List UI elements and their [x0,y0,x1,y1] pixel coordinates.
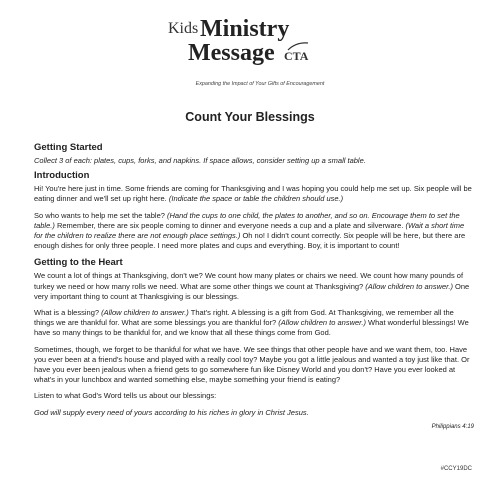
logo-tagline: Expanding the Impact of Your Gifts of Encouragement [195,81,325,87]
heart-paragraph-2: What is a blessing? (Allow children to answer.) That's right. A blessing is a gift from God. At Thanksgiving, we remember all the things we are thankful for. What are some blessings you are thankful for? (Allow children to answer.) What wonderful blessings! We have so many things to be thankful for, and we know that all these things come from God. [34,308,469,338]
heart-heading: Getting to the Heart [34,257,123,269]
verse-reference: Philippians 4:19 [431,423,474,430]
heart-paragraph-4: Listen to what God's Word tells us about our blessings: [34,391,217,401]
introduction-paragraph-1: Hi! You're here just in time. Some friends are coming for Thanksgiving and I was hoping you could help me set up. Six people will be eating dinner and we'll set up right here. (Indicate the space or table the children should use.) [34,184,472,204]
getting-started-heading: Getting Started [34,142,103,153]
bible-verse: God will supply every need of yours according to his riches in glory in Christ Jesus. [34,407,309,417]
logo-message-text: Message [188,40,275,66]
introduction-paragraph-2: So who wants to help me set the table? (Hand the cups to one child, the plates to another, and so on. Encourage them to set the table.) Remember, there are six people coming to dinner and everyone needs a cup and a plate and silverware. (Wait a short time for the children to realize there are not enough place settings.) Oh no! I didn't count correctly. Six people will be here, but there are enough dishes for only three people. I need more plates and cups and everything. Boy, it is important to count! [34,210,466,251]
lesson-content [34,142,474,432]
getting-started-text: Collect 3 of each: plates, cups, forks, and napkins. If space allows, consider setting up a small table. [34,156,366,165]
introduction-heading: Introduction [34,170,90,182]
logo-ministry-text: Ministry [200,16,290,42]
heart-paragraph-1: We count a lot of things at Thanksgiving, don't we? We count how many plates or chairs we need. We count how many pounds of turkey we need or how many rolls we need. What are some other things we count at Thanksgiving? (Allow children to answer.) One very important thing to count at Thanksgiving is our blessings. [34,271,470,301]
logo-cta-text: CTA [284,49,309,63]
heart-paragraph-3: Sometimes, though, we forget to be thankful for what we have. We see things that other people have and we want them, too. Have you ever been at a friend's house and played with a really cool toy? Maybe you got a little jealous and wanted a toy just like that. Or have you ever been jealous when a friend gets to go somewhere fun like Disney World and you don't? Have you ever looked at what's in your lunchbox and wanted something else, maybe something your friend is eating? [34,344,470,385]
logo-kids-text: Kids [168,20,199,37]
footer-code: #CCY19DC [440,466,472,472]
page-title: Count Your Blessings [185,110,315,124]
kids-ministry-message-logo [168,14,348,78]
